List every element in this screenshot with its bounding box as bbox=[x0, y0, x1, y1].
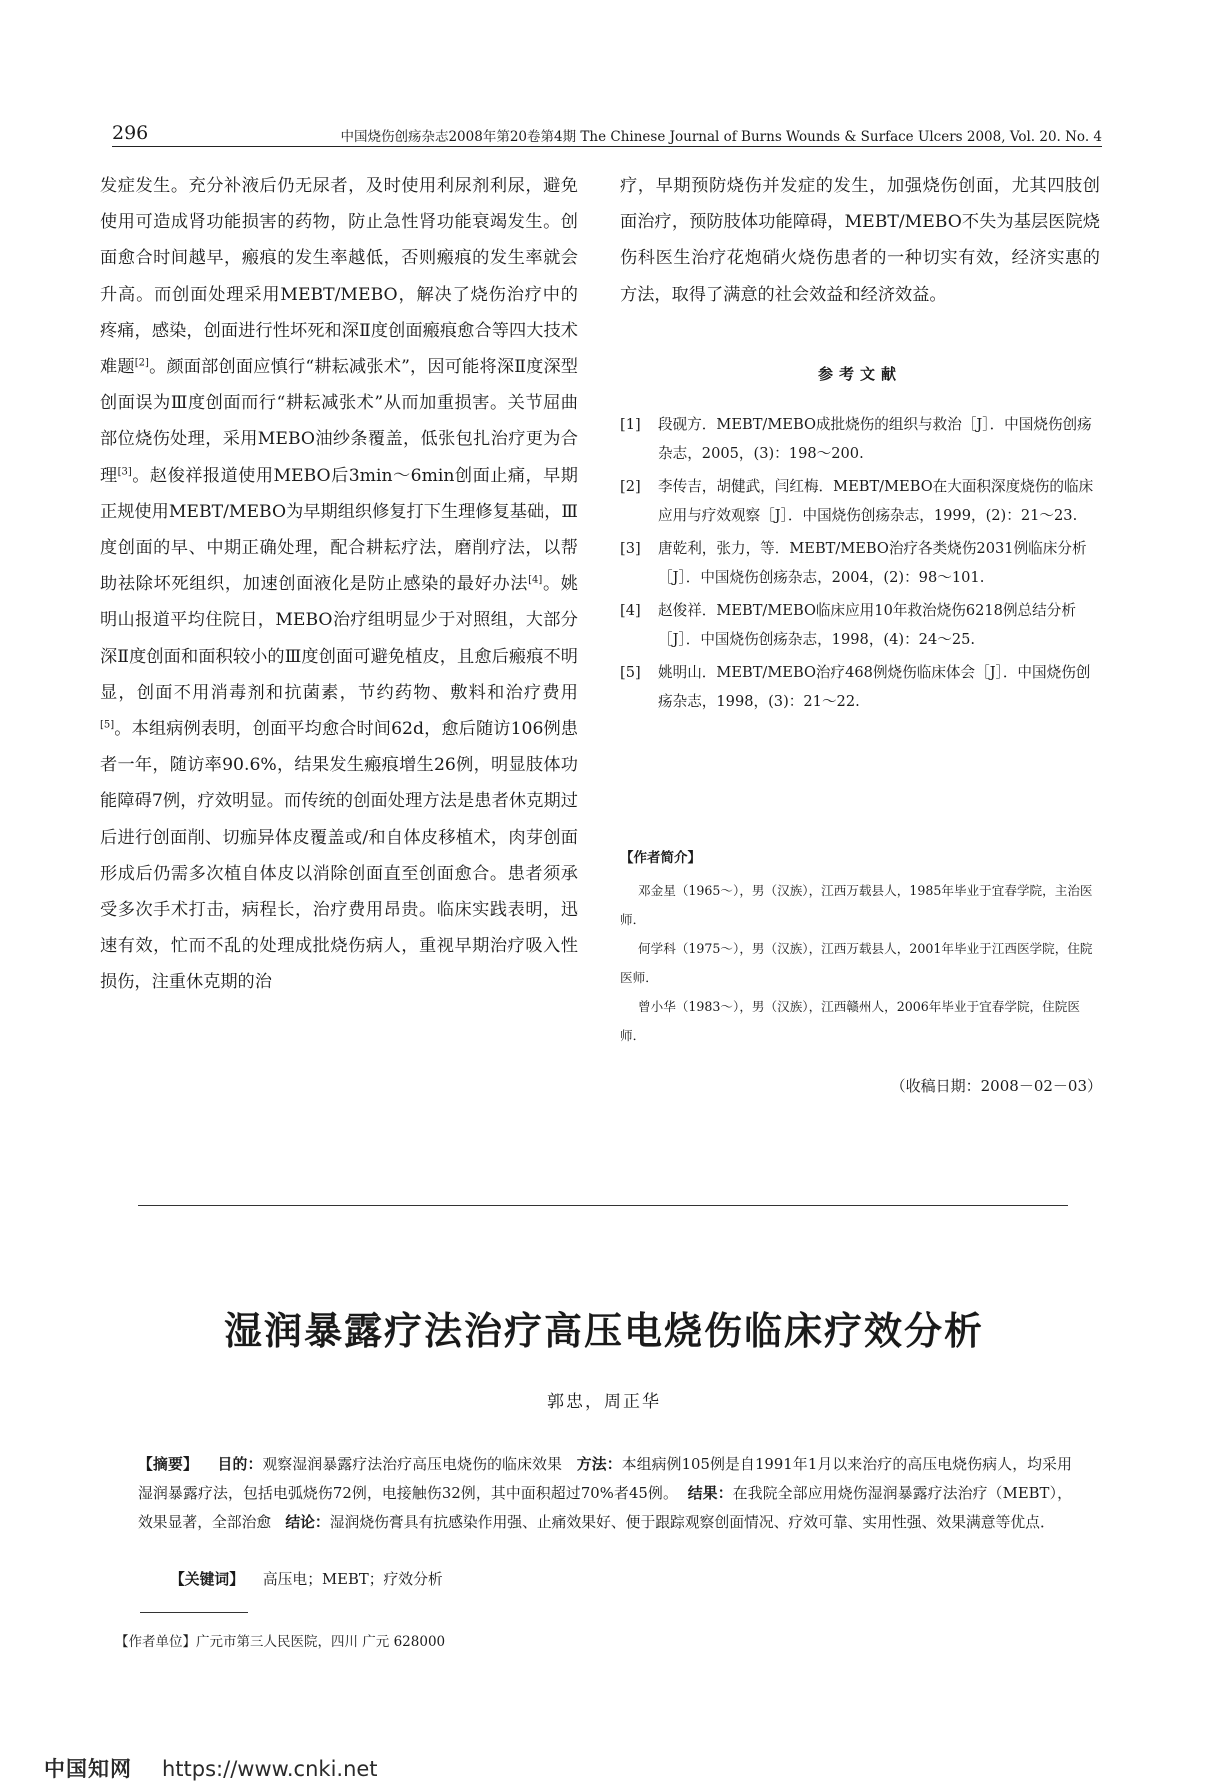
keywords-label: 【关键词】 bbox=[170, 1571, 244, 1588]
author-intro-item: 曾小华（1983～），男（汉族），江西赣州人，2006年毕业于宜春学院，住院医师． bbox=[620, 999, 1080, 1043]
received-date: （收稿日期：2008－02－03） bbox=[890, 1077, 1102, 1095]
header-rule bbox=[112, 146, 1102, 147]
cnki-url: https://www.cnki.net bbox=[162, 1757, 378, 1781]
result-label: 结果： bbox=[687, 1485, 733, 1502]
right-paragraph: 疗，早期预防烧伤并发症的发生，加强烧伤创面，尤其四肢创面治疗，预防肢体功能障碍，MEBT/MEBO不失为基层医院烧伤科医生治疗花炮硝火烧伤患者的一种切实有效，经济实惠的方法，取得了满意的社会效益和经济效益。 bbox=[620, 176, 1100, 305]
citation-2: [2] bbox=[134, 357, 149, 369]
page-number: 296 bbox=[112, 122, 149, 144]
conclusion-label: 结论： bbox=[285, 1514, 330, 1531]
left-column bbox=[100, 168, 578, 1001]
keywords-text: 高压电；MEBT；疗效分析 bbox=[262, 1571, 443, 1588]
references-heading: 参考文献 bbox=[817, 365, 902, 383]
citation-5: [5] bbox=[100, 719, 115, 731]
keywords bbox=[170, 1568, 443, 1589]
abstract bbox=[138, 1450, 1072, 1537]
method-text: 本组病例105例是自1991年1月以来治疗的高压电烧伤病人，均采用湿润暴露疗法，包括电弧烧伤72例，电接触伤32例，其中面积超过70%者45例。 bbox=[138, 1456, 1072, 1502]
citation-3: [3] bbox=[117, 465, 132, 477]
aim-label: 目的： bbox=[217, 1456, 263, 1473]
reference-item: [4] 赵俊祥．MEBT/MEBO临床应用10年救治烧伤6218例总结分析［J］．中国烧伤创疡杂志，1998，(4)：24～25. bbox=[620, 602, 1076, 648]
author-intro-heading: 【作者简介】 bbox=[620, 850, 701, 866]
cnki-watermark bbox=[44, 1753, 378, 1783]
footnote-rule bbox=[140, 1612, 248, 1613]
author-intro-item: 何学科（1975～），男（汉族），江西万载县人，2001年毕业于江西医学院，住院医师． bbox=[620, 941, 1093, 985]
journal-citation: 中国烧伤创疡杂志2008年第20卷第4期 The Chinese Journal of Burns Wounds & Surface Ulcers 2008, Vol. 20. No. 4 bbox=[340, 129, 1102, 145]
reference-list bbox=[620, 410, 1102, 720]
reference-item: [2] 李传吉，胡健武，闫红梅．MEBT/MEBO在大面积深度烧伤的临床应用与疗效观察［J］．中国烧伤创疡杂志，1999，(2)：21～23. bbox=[620, 478, 1094, 524]
author-affiliation: 【作者单位】广元市第三人民医院，四川 广元 628000 bbox=[115, 1634, 446, 1650]
abstract-label: 【摘要】 bbox=[138, 1456, 198, 1473]
reference-item: [3] 唐乾利，张力，等．MEBT/MEBO治疗各类烧伤2031例临床分析［J］．中国烧伤创疡杂志，2004，(2)：98～101. bbox=[620, 540, 1087, 586]
article-authors: 郭忠，周正华 bbox=[547, 1392, 661, 1412]
author-intro-item: 邓金星（1965～），男（汉族），江西万载县人，1985年毕业于宜春学院，主治医师． bbox=[620, 883, 1093, 927]
aim-text: 观察湿润暴露疗法治疗高压电烧伤的临床效果 bbox=[262, 1456, 563, 1473]
reference-item: [5] 姚明山．MEBT/MEBO治疗468例烧伤临床体会［J］．中国烧伤创疡杂志，1998，(3)：21～22. bbox=[620, 664, 1091, 710]
conclusion-text: 湿润烧伤膏具有抗感染作用强、止痛效果好、便于跟踪观察创面情况、疗效可靠、实用性强、效果满意等优点． bbox=[329, 1514, 1055, 1531]
result-text: 在我院全部应用烧伤湿润暴露疗法治疗（MEBT），效果显著，全部治愈 bbox=[138, 1485, 1072, 1531]
method-label: 方法： bbox=[576, 1456, 622, 1473]
left-paragraph: 发症发生。充分补液后仍无尿者，及时使用利尿剂利尿，避免使用可造成肾功能损害的药物，防止急性肾功能衰竭发生。创面愈合时间越早，瘢痕的发生率越低，否则瘢痕的发生率就会升高。而创面处理采用MEBT/MEBO，解决了烧伤治疗中的疼痛，感染，创面进行性坏死和深Ⅱ度创面瘢痕愈合等四大技术难题[2]。颜面部创面应慎行“耕耘减张术”，因可能将深Ⅱ度深型创面误为Ⅲ度创面而行“耕耘减张术”从而加重损害。关节屈曲部位烧伤处理，采用MEBO油纱条覆盖，低张包扎治疗更为合理[3]。赵俊祥报道使用MEBO后3min～6min创面止痛，早期正规使用MEBT/MEBO为早期组织修复打下生理修复基础，Ⅲ度创面的早、中期正确处理，配合耕耘疗法，磨削疗法，以帮助祛除坏死组织，加速创面液化是防止感染的最好办法[4]。姚明山报道平均住院日，MEBO治疗组明显少于对照组，大部分深Ⅱ度创面和面积较小的Ⅲ度创面可避免植皮，且愈后瘢痕不明显，创面不用消毒剂和抗菌素，节约药物、敷料和治疗费用[5]。本组病例表明，创面平均愈合时间62d，愈后随访106例患者一年，随访率90.6%，结果发生瘢痕增生26例，明显肢体功能障碍7例，疗效明显。而传统的创面处理方法是患者休克期过后进行创面削、切痂异体皮覆盖或/和自体皮移植术，肉芽创面形成后仍需多次植自体皮以消除创面直至创面愈合。患者须承受多次手术打击，病程长，治疗费用昂贵。临床实践表明，迅速有效，忙而不乱的处理成批烧伤病人，重视早期治疗吸入性损伤，注重休克期的治 bbox=[100, 176, 578, 993]
author-intro bbox=[620, 876, 1102, 1050]
cnki-logo: 中国知网 bbox=[44, 1757, 132, 1781]
citation-4: [4] bbox=[528, 574, 543, 586]
article-separator bbox=[138, 1205, 1068, 1206]
article-title: 湿润暴露疗法治疗高压电烧伤临床疗效分析 bbox=[223, 1309, 984, 1353]
right-column bbox=[620, 168, 1100, 313]
reference-item: [1] 段砚方．MEBT/MEBO成批烧伤的组织与救治［J］．中国烧伤创疡杂志，2005，(3)：198～200. bbox=[620, 416, 1092, 462]
